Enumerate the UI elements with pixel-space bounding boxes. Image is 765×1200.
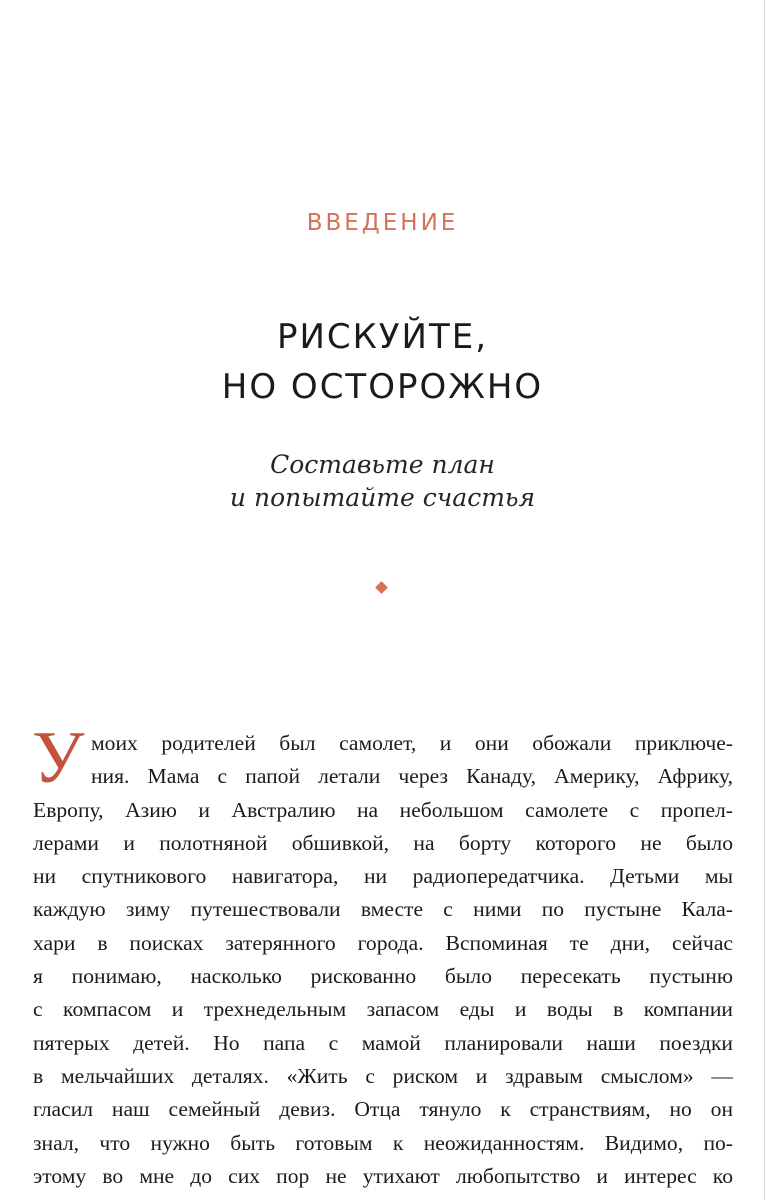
body-paragraph bbox=[32, 717, 733, 1193]
text-line: хари в поисках затерянного города. Вспоминая те дни, сейчас bbox=[33, 930, 733, 955]
chapter-subtitle bbox=[0, 448, 765, 514]
section-label: ВВЕДЕНИЕ bbox=[306, 210, 459, 236]
chapter-title bbox=[0, 312, 765, 412]
chapter-title-line-1: РИСКУЙТЕ, bbox=[276, 317, 489, 357]
text-line: ни спутникового навигатора, ни радиопередатчика. Детьми мы bbox=[33, 864, 733, 889]
text-line: гласил наш семейный девиз. Отца тянуло к странствиям, но он bbox=[33, 1097, 733, 1122]
text-line: каждую зиму путешествовали вместе с ними по пустыне Кала- bbox=[33, 897, 733, 922]
chapter-subtitle-line-2: и попытайте счастья bbox=[229, 483, 536, 512]
text-line: пятерых детей. Но папа с мамой планировали наши поездки bbox=[33, 1030, 733, 1055]
text-line: этому во мне до сих пор не утихают любопытство и интерес ко bbox=[33, 1163, 733, 1188]
text-line: я понимаю, насколько рискованно было пересекать пустыню bbox=[33, 964, 733, 989]
text-line: ния. Мама с папой летали через Канаду, Америку, Африку, bbox=[91, 764, 733, 789]
text-line: в мельчайших деталях. «Жить с риском и здравым смыслом» — bbox=[33, 1063, 733, 1088]
drop-cap: У bbox=[32, 717, 85, 799]
text-line: знал, что нужно быть готовым к неожиданностям. Видимо, по- bbox=[33, 1130, 733, 1155]
diamond-ornament-icon bbox=[375, 581, 388, 594]
text-line: лерами и полотняной обшивкой, на борту которого не было bbox=[33, 830, 733, 855]
text-line: моих родителей был самолет, и они обожали приключе- bbox=[91, 731, 733, 755]
text-line: с компасом и трехнедельным запасом еды и воды в компании bbox=[33, 997, 733, 1022]
chapter-title-line-2: НО ОСТОРОЖНО bbox=[221, 367, 544, 407]
text-line: Европу, Азию и Австралию на небольшом самолете с пропел- bbox=[33, 797, 733, 822]
chapter-subtitle-line-1: Составьте план bbox=[270, 450, 495, 479]
